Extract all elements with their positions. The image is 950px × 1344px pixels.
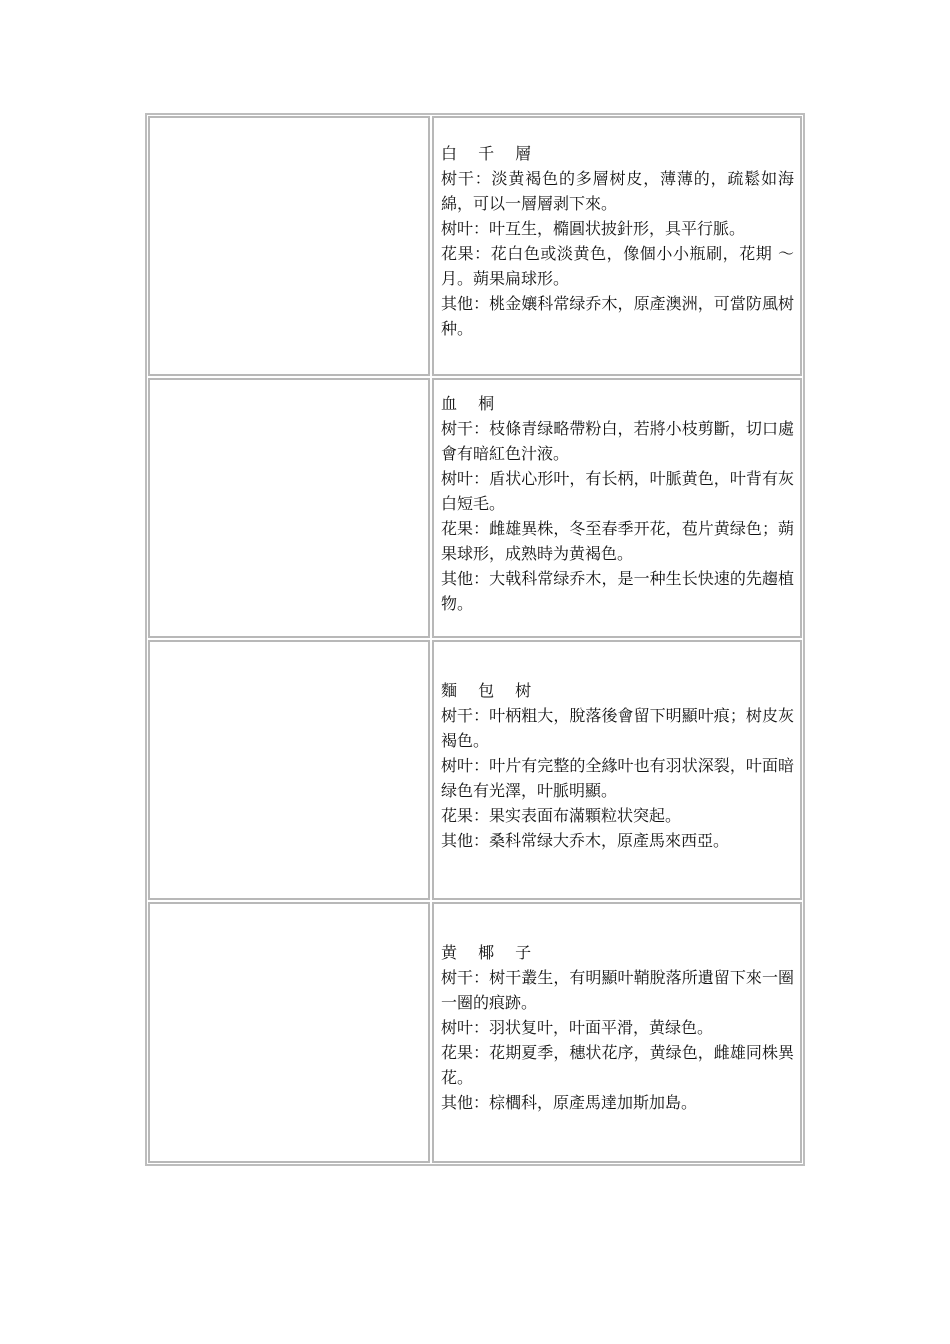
tree-name: 麵 包 树 xyxy=(441,680,540,700)
tree-table xyxy=(145,113,805,1166)
tree-other-text: 其他：桃金孃科常绿乔木，原產澳洲，可當防風树种。 xyxy=(441,294,794,338)
tree-photo-placeholder xyxy=(148,640,430,900)
tree-photo-placeholder xyxy=(148,378,430,638)
table-row xyxy=(147,115,803,377)
tree-description-cell xyxy=(432,902,802,1163)
tree-leaf-text: 树叶：羽状复叶，叶面平滑，黄绿色。 xyxy=(441,1018,714,1037)
tree-leaf-text: 树叶：叶片有完整的全緣叶也有羽状深裂，叶面暗绿色有光澤，叶脈明顯。 xyxy=(441,755,794,800)
tree-leaf-text: 树叶：叶互生，橢圓状披針形，具平行脈。 xyxy=(441,219,746,238)
tree-flower-fruit-text: 花果：花期夏季，穗状花序，黄绿色，雌雄同株異花。 xyxy=(441,1043,794,1087)
tree-other-text: 其他：大戟科常绿乔木，是一种生长快速的先趨植物。 xyxy=(441,568,794,613)
tree-flower-fruit-text: 花果：花白色或淡黄色，像個小小瓶刷，花期 ～ 月。蒴果扁球形。 xyxy=(441,244,794,288)
tree-description-cell xyxy=(432,378,802,638)
tree-description-cell xyxy=(432,640,802,900)
table-row xyxy=(147,901,803,1164)
tree-name: 血 桐 xyxy=(441,393,503,413)
tree-trunk-text: 树干：叶柄粗大，脫落後會留下明顯叶痕；树皮灰褐色。 xyxy=(441,705,794,750)
table-row xyxy=(147,377,803,639)
tree-trunk-text: 树干：枝條青绿略帶粉白，若將小枝剪斷，切口處會有暗紅色汁液。 xyxy=(441,418,794,463)
tree-flower-fruit-text: 花果：果实表面布滿顆粒状突起。 xyxy=(441,805,682,825)
tree-trunk-text: 树干：树干叢生，有明顯叶鞘脫落所遺留下來一圈一圈的痕跡。 xyxy=(441,968,794,1012)
table-row xyxy=(147,639,803,901)
tree-name: 白 千 層 xyxy=(441,144,540,163)
tree-description-cell xyxy=(432,116,802,376)
tree-leaf-text: 树叶：盾状心形叶，有长柄，叶脈黄色，叶背有灰白短毛。 xyxy=(441,468,794,513)
tree-name: 黄 椰 子 xyxy=(441,943,540,962)
tree-photo-placeholder xyxy=(148,116,430,376)
tree-other-text: 其他：桑科常绿大乔木，原產馬來西亞。 xyxy=(441,830,730,850)
tree-flower-fruit-text: 花果：雌雄異株，冬至春季开花，苞片黄绿色；蒴果球形，成熟時为黄褐色。 xyxy=(441,518,794,563)
tree-trunk-text: 树干：淡黄褐色的多層树皮，薄薄的，疏鬆如海綿，可以一層層剥下來。 xyxy=(441,169,794,213)
tree-photo-placeholder xyxy=(148,902,430,1163)
tree-other-text: 其他：棕櫚科，原產馬達加斯加島。 xyxy=(441,1093,698,1112)
